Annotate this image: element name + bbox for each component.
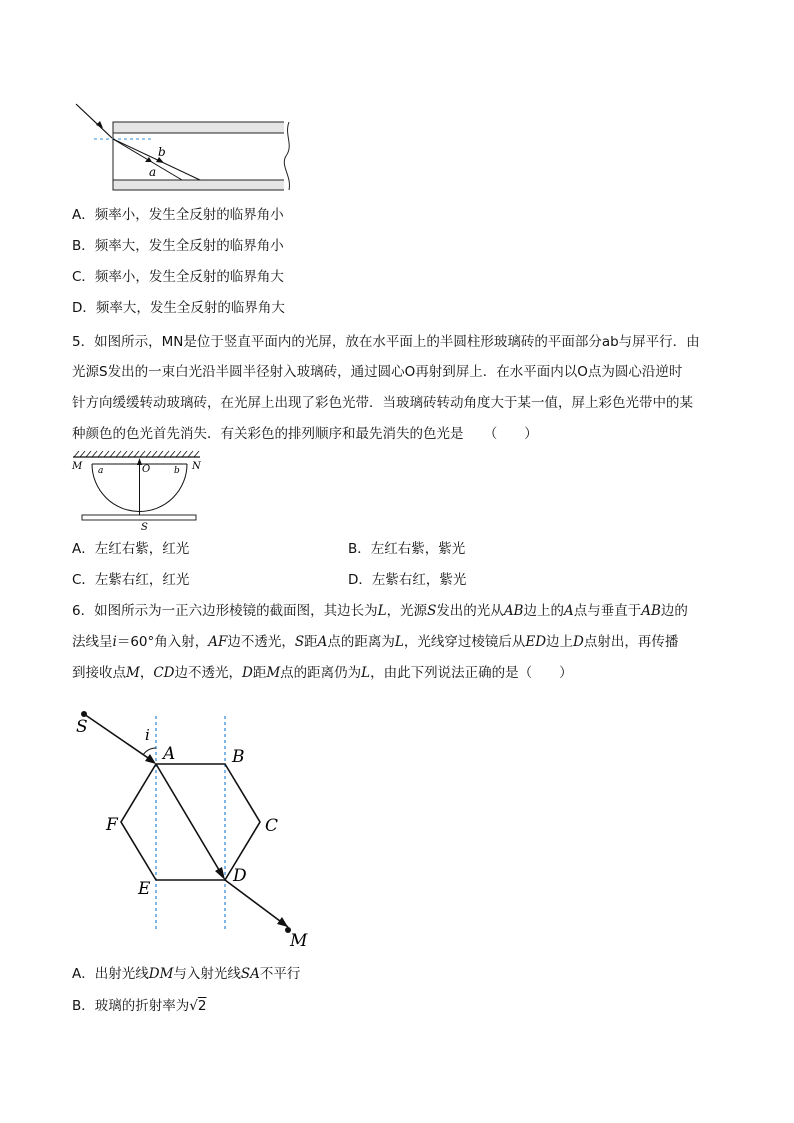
q6-option-b (72, 996, 206, 1016)
exit-ray-arrow (277, 917, 288, 927)
label-S: S (141, 522, 148, 532)
text: 边的 (660, 603, 688, 619)
q4-option-c: C．频率小，发生全反射的临界角大 (72, 269, 284, 285)
text: 不平行 (259, 966, 301, 982)
label-i: i (145, 726, 150, 744)
label-b: b (158, 145, 166, 159)
var-AF: AF (208, 634, 228, 650)
var-SA: SA (240, 966, 260, 982)
text: 6．如图所示为一正六边形棱镜的截面图，其边长为 (72, 603, 378, 619)
slab-bottom-layer (113, 180, 289, 190)
var-S: S (294, 634, 305, 650)
refracted-ray-arrow (215, 867, 225, 880)
label-a: a (98, 466, 104, 476)
text: 法线呈 (72, 634, 113, 650)
sqrt-radicand: 2 (197, 998, 207, 1014)
incident-ray (76, 104, 112, 138)
text: 边上的 (523, 603, 564, 619)
q5-option-d: D．左紫右红，紫光 (348, 572, 467, 588)
var-AB: AB (503, 603, 524, 619)
text: 边不透光， (174, 665, 242, 681)
label-b: b (174, 466, 180, 476)
q5-stem-line-3: 针方向缓缓转动玻璃砖，在光屏上出现了彩色光带．当玻璃砖转动角度大于某一值，屏上彩色光带中的某 (72, 395, 693, 411)
text: ， (139, 665, 154, 681)
angle-i-arc (143, 748, 156, 755)
label-O: O (142, 464, 151, 475)
label-D: D (233, 866, 247, 886)
text: ，光源 (386, 603, 428, 619)
var-M: M (126, 665, 140, 681)
q5-option-b: B．左红右紫，紫光 (348, 541, 466, 557)
text: ，由此下列说法正确的是（ ） (370, 665, 573, 681)
var-DM: DM (148, 966, 174, 982)
screen-hatching (74, 451, 199, 457)
q5-option-c: C．左紫右红，红光 (72, 572, 190, 588)
figure-hexagon-prism (70, 700, 320, 955)
var-L: L (394, 634, 404, 650)
text: 点的距离为 (327, 634, 395, 650)
text: B．玻璃的折射率为 (72, 998, 190, 1014)
label-M: M (290, 931, 308, 951)
text: 距 (304, 634, 318, 650)
q5-stem-line-4: 种颜色的色光首先消失．有关彩色的排列顺序和最先消失的色光是 （ ） (72, 426, 538, 442)
text: A．出射光线 (72, 966, 149, 982)
text: 到接收点 (72, 665, 126, 681)
light-ray-arrow (137, 458, 142, 465)
var-D: D (241, 665, 253, 681)
var-M: M (266, 665, 281, 681)
refracted-ray-AD (156, 764, 222, 875)
exit-ray-DM (225, 880, 288, 927)
text: 边不透光， (227, 634, 295, 650)
var-A: A (563, 603, 574, 619)
label-B: B (232, 747, 245, 767)
q5-option-a: A．左红右紫，红光 (72, 541, 190, 557)
label-M: M (72, 461, 83, 472)
var-L: L (377, 603, 387, 619)
text: 发出的光从 (436, 603, 504, 619)
label-N: N (192, 461, 201, 472)
var-D: D (573, 634, 584, 650)
slab-top-layer (113, 122, 289, 133)
text: 点与垂直于 (573, 603, 642, 619)
label-A: A (163, 744, 176, 764)
text: 与入射光线 (173, 966, 241, 982)
var-AB: AB (641, 603, 661, 619)
var-L: L (361, 665, 371, 681)
var-S: S (427, 603, 437, 619)
var-A: A (317, 634, 328, 650)
ray-b (113, 139, 200, 180)
slab-wave-mask (284, 120, 302, 192)
q6-stem-line-2 (72, 632, 678, 652)
label-a: a (149, 165, 157, 179)
q5-stem-line-1: 5．如图所示，MN是位于竖直平面内的光屏，放在水平面上的半圆柱形玻璃砖的平面部分ab与屏平行．由 (72, 334, 700, 350)
q4-option-d: D．频率大，发生全反射的临界角大 (72, 300, 285, 316)
var-i: i (112, 634, 117, 650)
label-E: E (138, 879, 151, 899)
text: 距 (252, 665, 267, 681)
label-S: S (76, 717, 88, 737)
horizontal-table (82, 515, 196, 520)
text: 边上 (546, 634, 574, 650)
text: ＝60°角入射， (116, 634, 209, 650)
q6-option-a (72, 964, 300, 984)
q6-stem-line-1 (72, 601, 688, 621)
sqrt-symbol: √ (189, 998, 198, 1014)
q4-option-b: B．频率大，发生全反射的临界角小 (72, 238, 284, 254)
incident-ray-arrow (145, 754, 156, 764)
label-C: C (265, 816, 279, 836)
figure-light-in-slab (72, 100, 302, 195)
q5-stem-line-2: 光源S发出的一束白光沿半圆半径射入玻璃砖，通过圆心O再射到屏上．在水平面内以O点为圆心沿逆时 (72, 364, 683, 380)
q4-option-a: A．频率小，发生全反射的临界角小 (72, 207, 284, 223)
ray-a-arrow (145, 157, 152, 162)
figure-semicircle-glass (70, 447, 205, 532)
q6-stem-line-3 (72, 663, 573, 683)
label-F: F (106, 815, 118, 835)
text: 点的距离仍为 (280, 665, 362, 681)
var-ED: ED (525, 634, 547, 650)
text: 点射出，再传播 (583, 634, 679, 650)
var-CD: CD (153, 665, 175, 681)
text: ，光线穿过棱镜后从 (403, 634, 526, 650)
